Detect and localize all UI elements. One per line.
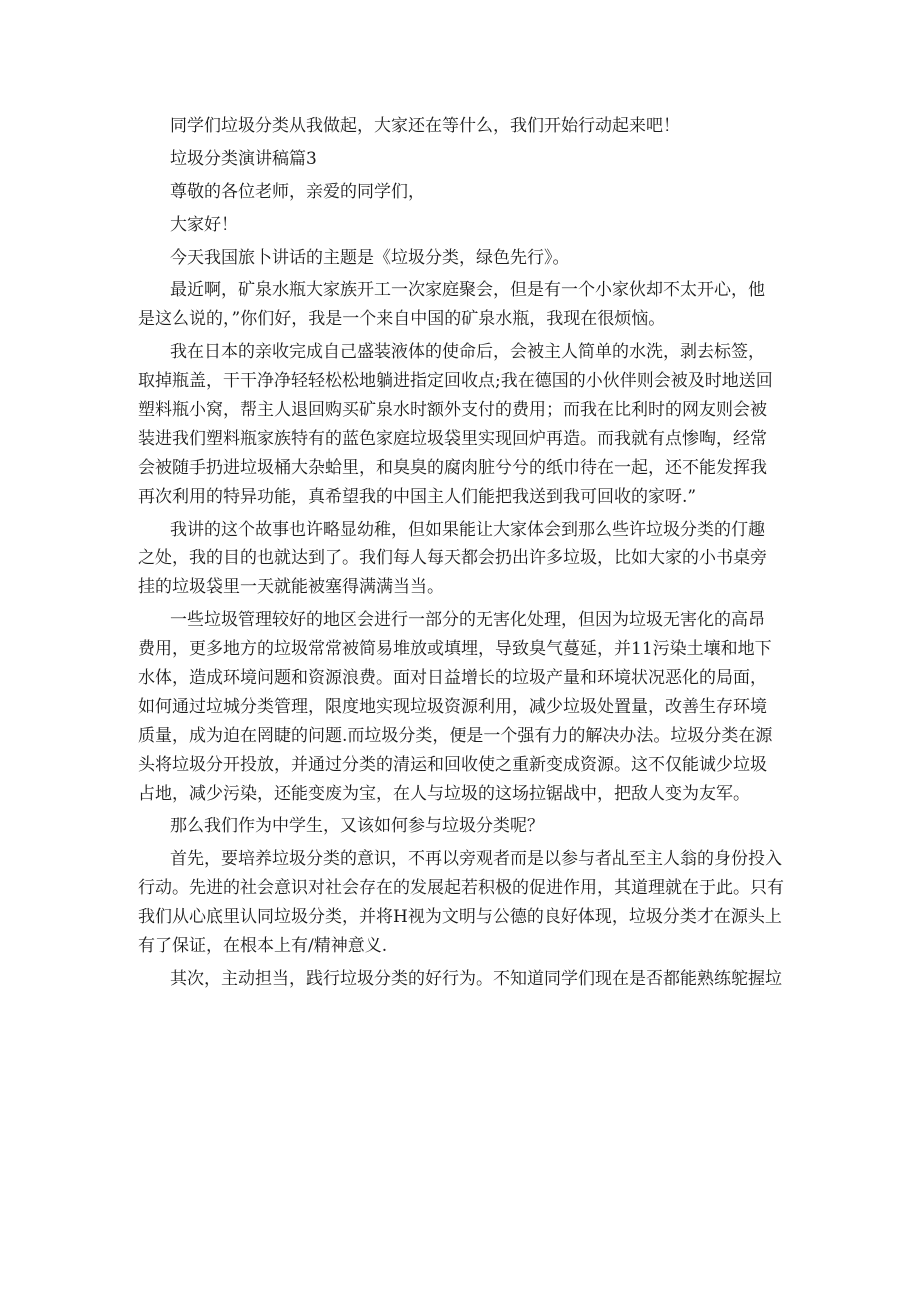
- text-line: 再次利用的特异功能，真希望我的中国主人们能把我送到我可回收的家呀.”: [138, 486, 697, 507]
- paragraph-closing-call: [138, 112, 778, 141]
- text-line: 装进我们塑料瓶家族特有的蓝色家庭垃圾袋里实现回炉再造。而我就有点惨啕，经常: [138, 428, 767, 449]
- text-line: 行动。先进的社会意识对社会存在的发展起若积极的促进作用，其道理就在于此。只有: [138, 878, 784, 899]
- text-line: 同学们垃圾分类从我做起，大家还在等什么，我们开始行动起来吧！: [170, 116, 680, 136]
- text-line: 取掉瓶盖，干干净净轻轻松松地躺进指定回收点;我在德国的小伙伴则会被及时地送回: [138, 371, 773, 392]
- text-line: 最近啊，矿泉水瓶大家族开工一次家庭聚会，但是有一个小家伙却不太开心，他: [170, 280, 765, 301]
- text-line: 水体，造成环境问题和资源浪费。面对日益增长的垃圾产量和环境状况恶化的局面，: [138, 668, 767, 689]
- text-line: 之处，我的目的也就达到了。我们每人每天都会扔出许多垃圾，比如大家的小书桌旁: [138, 548, 767, 569]
- paragraph-first-point: [138, 845, 784, 961]
- heading-text: 垃圾分类演讲稿篇3: [170, 148, 317, 169]
- text-line: 一些垃圾管理较好的地区会进行一部分的无害化处理，但因为垃圾无害化的高昂: [170, 610, 765, 631]
- paragraph-topic: [138, 244, 778, 273]
- paragraph-bottle-intro: [138, 276, 778, 334]
- paragraph-question: [138, 812, 778, 841]
- text-line: 是这么说的，”你们好，我是一个来自中国的矿泉水瓶，我现在很烦恼。: [138, 309, 666, 330]
- text-line: 费用，更多地方的垃圾常常被简易堆放或填埋，导致臭气蔓延，并11污染土壤和地下: [138, 639, 772, 660]
- text-line: 大家好！: [170, 214, 238, 235]
- paragraph-second-point: [138, 965, 782, 994]
- text-line: 我讲的这个故事也许略显幼稚，但如果能让大家体会到那么些许垃圾分类的仃趣: [170, 519, 765, 540]
- text-line: 其次，主动担当，践行垃圾分类的好行为。不知道同学们现在是否都能熟练鸵握垃: [170, 968, 782, 989]
- text-line: 尊敬的各位老师，亲爱的同学们，: [170, 181, 425, 202]
- text-line: 质量，成为迫在罔睫的问题.而垃圾分类，便是一个强有力的解决办法。垃圾分类在源: [138, 725, 773, 746]
- text-line: 我们从心底里认同垃圾分类，并将H视为文明与公德的良好体现，垃圾分类才在源头上: [138, 907, 782, 928]
- section-heading: [138, 145, 778, 174]
- text-line: 有了保证，在根本上有/精神意义.: [138, 936, 388, 957]
- text-line: 占地，减少污染，还能变废为宝，在人与垃圾的这场拉锯战中，把敌人变为友军。: [138, 783, 750, 804]
- document-body: [138, 112, 784, 998]
- paragraph-waste-management: [138, 606, 778, 808]
- text-line: 塑料瓶小窝，帮主人退回购买矿泉水时额外支付的费用；而我在比利时的网友则会被: [138, 400, 767, 421]
- text-line: 头将垃圾分开投放，并通过分类的清运和回收使之重新变成资源。这不仅能诚少垃圾: [138, 754, 767, 775]
- text-line: 今天我国旅卜讲话的主题是《垃圾分类，绿色先行》。: [170, 247, 570, 268]
- greeting: [138, 211, 778, 240]
- text-line: 如何通过垃城分类管理，限度地实现垃圾资源利用，减少垃圾处置量，改善生存环境: [138, 696, 767, 717]
- salutation: [138, 178, 778, 207]
- paragraph-story-purpose: [138, 516, 778, 603]
- text-line: 会被随手扔进垃圾桶大杂蛤里，和臭臭的腐肉脏兮兮的纸巾待在一起，还不能发挥我: [138, 457, 767, 478]
- paragraph-bottle-story: [138, 338, 778, 511]
- text-line: 挂的垃圾袋里一天就能被塞得满满当当。: [138, 577, 444, 598]
- text-line: 我在日本的亲收完成自己盛装液体的使命后，会被主人简单的水洗，剥去标签，: [170, 342, 765, 363]
- text-line: 首先，要培养垃圾分类的意识，不再以旁观者而是以参与者乩至主人翁的身份投入: [170, 849, 782, 870]
- text-line: 那么我们作为中学生，又该如何参与垃圾分类呢？: [170, 816, 544, 837]
